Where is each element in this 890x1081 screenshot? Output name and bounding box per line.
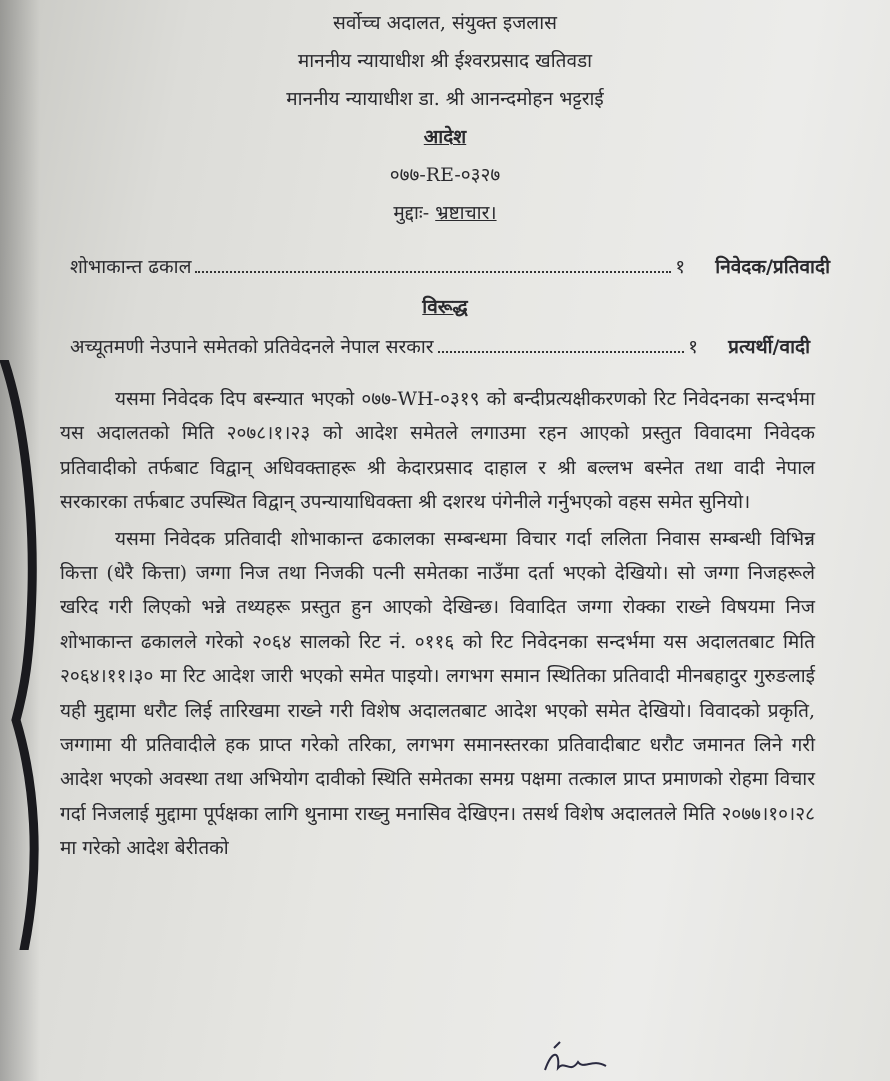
petitioner-row xyxy=(70,258,830,277)
subject-label: मुद्दाः- xyxy=(393,202,430,224)
respondent-number: १ xyxy=(688,336,699,358)
paragraph-1: यसमा निवेदक दिप बस्न्यात भएको ०७७-WH-०३१९ को बन्दीप्रत्यक्षीकरणको रिट निवेदनका सन्दर्भमा यस अदालतको मिति २०७८।१।२३ को आदेश समेतले लगाउमा रहन आएको प्रस्तुत विवादमा निवेदक प्रतिवादीको तर्फबाट विद्वान् अधिवक्ताहरू श्री केदारप्रसाद दाहाल र श्री बल्लभ बस्नेत तथा वादी नेपाल सरकारका तर्फबाट उपस्थित विद्वान् उपन्यायाधिवक्ता श्री दशरथ पंगेनीले गर्नुभएको वहस समेत सुनियो। xyxy=(60,388,815,514)
subject-value: भ्रष्टाचार। xyxy=(435,202,497,224)
court-title: सर्वोच्च अदालत, संयुक्त इजलास xyxy=(333,12,557,34)
petitioner-number: १ xyxy=(675,256,686,278)
paragraph-2: यसमा निवेदक प्रतिवादी शोभाकान्त ढकालका सम्बन्धमा विचार गर्दा ललिता निवास सम्बन्धी विभिन्न कित्ता (धेरै कित्ता) जग्गा निज तथा निजकी पत्नी समेतका नाउँमा दर्ता भएको देखियो। सो जग्गा निजहरूले खरिद गरी लिएको भन्ने तथ्यहरू प्रस्तुत हुन आएको देखिन्छ। विवादित जग्गा रोक्का राख्ने विषयमा निज शोभाकान्त ढकालले गरेको २०६४ सालको रिट नं. ०११६ को रिट निवेदनका सन्दर्भमा यस अदालतबाट मिति २०६४।११।३० मा रिट आदेश जारी भएको समेत पाइयो। लगभग समान स्थितिका प्रतिवादी मीनबहादुर गुरुङलाई यही मुद्दामा धरौट लिई तारिखमा राख्ने गरी विशेष अदालतबाट आदेश भएको समेत देखियो। विवादको प्रकृति, जग्गामा यी प्रतिवादीले हक प्राप्त गरेको तरिका, लगभग समानस्तरका प्रतिवादीबाट धरौट जमानत लिने गरी आदेश भएको अवस्था तथा अभियोग दावीको स्थिति समेतका समग्र पक्षमा तत्काल प्राप्त प्रमाणको रोहमा विचार गर्दा निजलाई मुद्दामा पूर्पक्षका लागि थुनामा राख्नु मनासिव देखिएन। तसर्थ विशेष अदालतले मिति २०७७।१०।२८ मा गरेको आदेश बेरीतको xyxy=(60,527,815,860)
document-type: आदेश xyxy=(423,126,467,148)
margin-ink-stroke xyxy=(0,360,54,950)
dot-leader xyxy=(195,271,671,273)
signature-mark xyxy=(540,1040,610,1080)
petitioner-role: निवेदक/प्रतिवादी xyxy=(715,256,830,278)
judge-2: माननीय न्यायाधीश डा. श्री आनन्दमोहन भट्टराई xyxy=(286,88,604,110)
dot-leader xyxy=(438,351,685,353)
versus-label: विरूद्ध xyxy=(422,296,468,318)
respondent-role: प्रत्यर्थी/वादी xyxy=(728,336,810,358)
respondent-row xyxy=(70,338,810,357)
judge-1: माननीय न्यायाधीश श्री ईश्वरप्रसाद खतिवडा xyxy=(297,50,593,72)
body-text xyxy=(60,382,815,866)
case-subject xyxy=(0,204,890,223)
petitioner-name: शोभाकान्त ढकाल xyxy=(70,256,192,278)
respondent-name: अच्यूतमणी नेउपाने समेतको प्रतिवेदनले नेपाल सरकार xyxy=(70,336,434,358)
case-number: ०७७-RE-०३२७ xyxy=(389,164,501,186)
